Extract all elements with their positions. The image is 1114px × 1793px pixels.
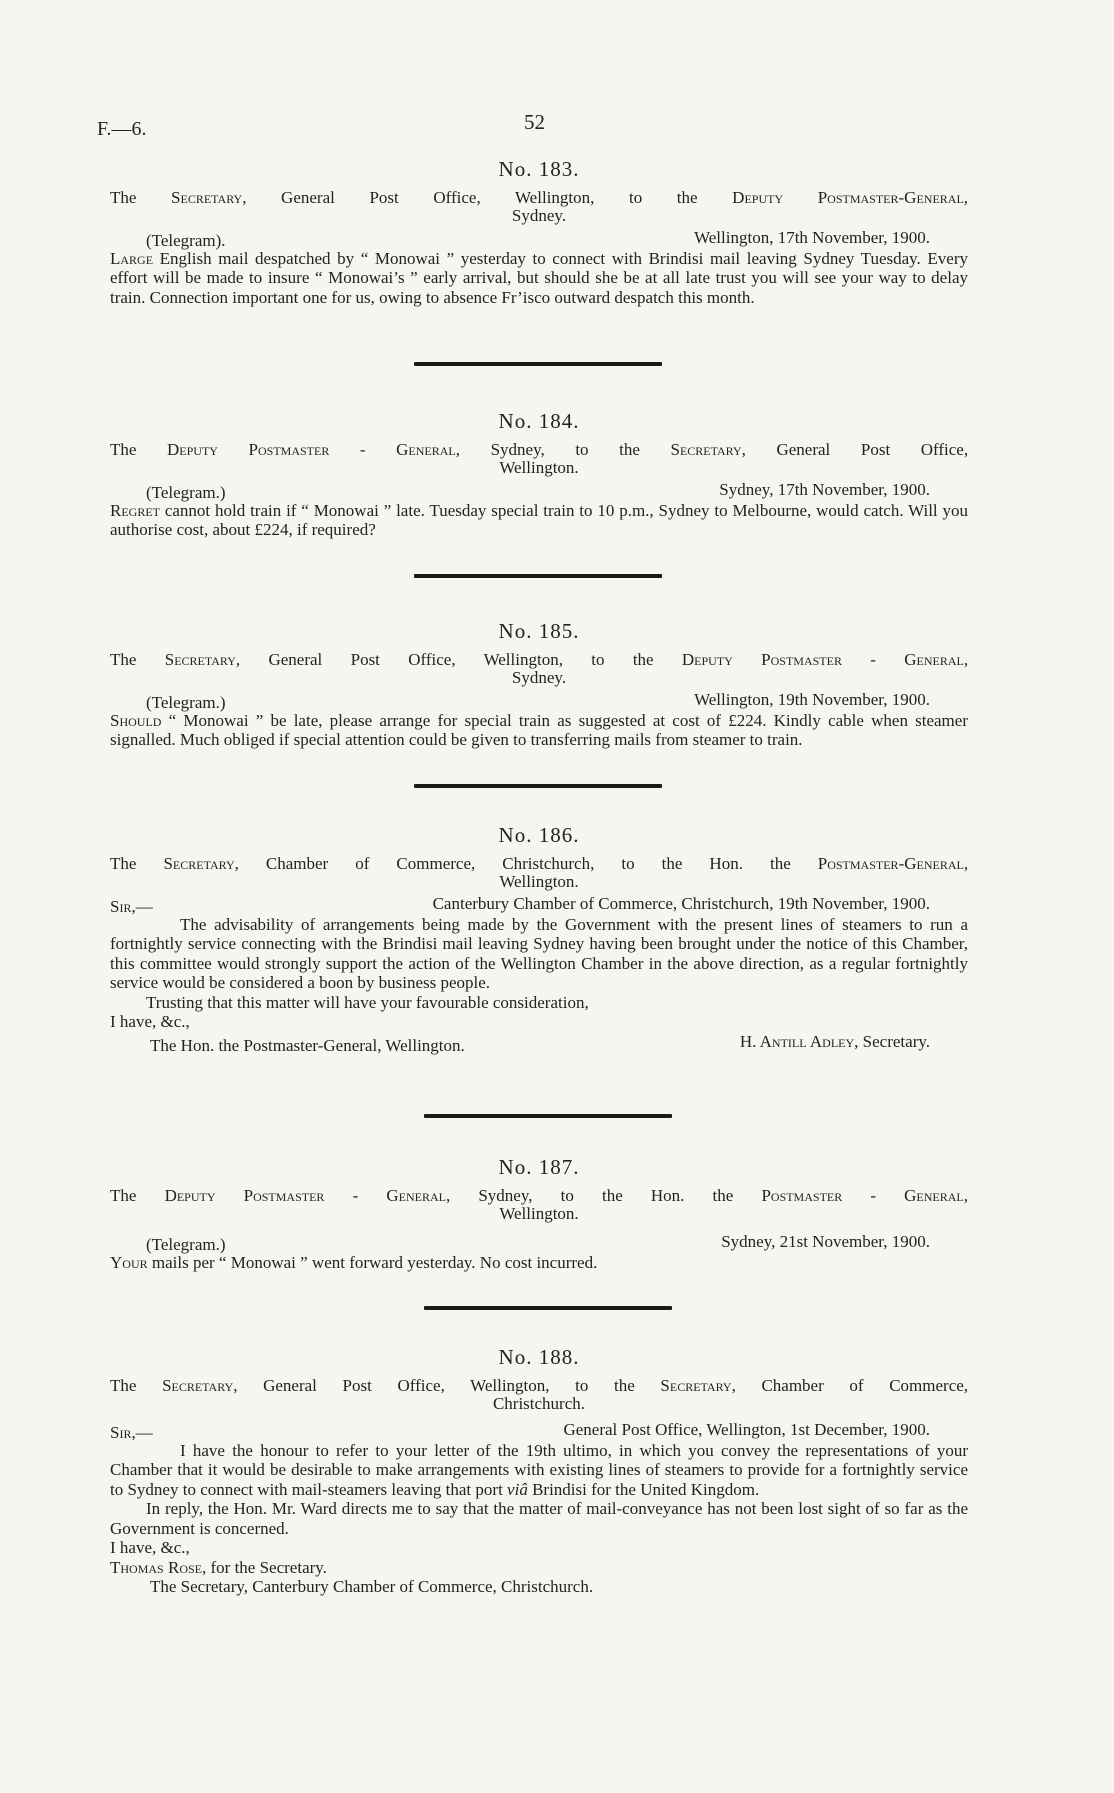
section-divider	[424, 1306, 672, 1310]
entry-number: No. 184.	[498, 409, 580, 433]
salutation: Sir,—	[110, 896, 153, 916]
entry-body: Your mails per “ Monowai ” went forward yesterday. No cost incurred.	[110, 1252, 598, 1272]
closing-line: I have, &c.,	[110, 1012, 190, 1031]
letter-paragraph: In reply, the Hon. Mr. Ward directs me to say that the matter of mail-conveyance has not been lost sight of so far as the Government is concerned.	[110, 1499, 968, 1538]
entry-date: Wellington, 19th November, 1900.	[694, 689, 930, 709]
entry-number: No. 188.	[498, 1345, 580, 1369]
telegram-label: (Telegram.)	[146, 692, 226, 712]
entry-heading: The Deputy Postmaster - General, Sydney, to the Hon. the Postmaster - General,	[110, 1185, 968, 1205]
entry-body: Large English mail despatched by “ Monowai ” yesterday to connect with Brindisi mail leaving Sydney Tuesday. Every effort will be made to insure “ Monowai’s ” early arrival, but should she be at all late trust you will see your way to delay train. Connection important one for us, owing to absence Fr’isco outward despatch this month.	[110, 248, 968, 307]
entry-heading-line-2: Sydney.	[511, 206, 567, 225]
telegram-label: (Telegram.)	[146, 1234, 226, 1254]
entry-date: Wellington, 17th November, 1900.	[694, 227, 930, 247]
addressee: The Hon. the Postmaster-General, Wellington.	[150, 1035, 465, 1055]
entry-heading: The Secretary, General Post Office, Wellington, to the Deputy Postmaster-General,	[110, 187, 969, 207]
entry-date: General Post Office, Wellington, 1st December, 1900.	[563, 1419, 930, 1439]
entry-heading-line-2: Wellington.	[499, 872, 579, 891]
entry-date: Sydney, 21st November, 1900.	[721, 1231, 930, 1251]
entry-187	[110, 1155, 968, 1272]
entry-188	[110, 1345, 969, 1597]
letter-paragraph: The advisability of arrangements being made by the Government with the present lines of steamers to run a fortnightly service connecting with the Brindisi mail leaving Sydney having been brought under the notice of this Chamber, this committee would strongly support the action of the Wellington Chamber in the above direction, as a regular fortnightly service would be considered a boon by business people.	[110, 914, 968, 992]
entry-heading-line-2: Sydney.	[511, 668, 567, 687]
telegram-label: (Telegram).	[146, 230, 226, 250]
addressee: The Secretary, Canterbury Chamber of Commerce, Christchurch.	[150, 1577, 594, 1596]
entry-heading-line-2: Wellington.	[499, 458, 579, 477]
signature: Thomas Rose, for the Secretary.	[110, 1557, 327, 1577]
entry-186	[110, 823, 969, 1055]
entry-heading-line-2: Christchurch.	[492, 1394, 586, 1413]
entry-185	[110, 619, 969, 750]
section-divider	[414, 362, 662, 366]
entry-number: No. 187.	[498, 1155, 580, 1179]
signature: H. Antill Adley, Secretary.	[739, 1031, 930, 1051]
entry-heading: The Deputy Postmaster - General, Sydney, to the Secretary, General Post Office,	[110, 439, 969, 459]
telegram-label: (Telegram.)	[146, 482, 226, 502]
entry-number: No. 183.	[498, 157, 580, 181]
entry-number: No. 185.	[498, 619, 580, 643]
entry-body: Regret cannot hold train if “ Monowai ” late. Tuesday special train to 10 p.m., Sydney to Melbourne, would catch. Will you authorise cost, about £224, if required?	[110, 500, 968, 539]
section-divider	[414, 574, 662, 578]
entry-184	[110, 409, 969, 540]
entry-body	[110, 915, 968, 1054]
entry-heading: The Secretary, Chamber of Commerce, Christchurch, to the Hon. the Postmaster-General,	[110, 853, 969, 873]
entry-date: Canterbury Chamber of Commerce, Christchurch, 19th November, 1900.	[432, 893, 930, 913]
closing-line: I have, &c.,	[110, 1538, 190, 1557]
entry-heading: The Secretary, General Post Office, Wellington, to the Secretary, Chamber of Commerce,	[110, 1375, 969, 1395]
entry-number: No. 186.	[498, 823, 580, 847]
section-divider	[424, 1114, 672, 1118]
entry-heading-line-2: Wellington.	[499, 1204, 579, 1223]
letter-paragraph: I have the honour to refer to your letter of the 19th ultimo, in which you convey the representations of your Chamber that it would be desirable to make arrangements with existing lines of steamers to provide for a fortnightly service to Sydney to connect with mail-steamers leaving that port viâ Brindisi for the United Kingdom.	[110, 1440, 968, 1499]
page-number: 52	[524, 110, 545, 134]
entry-body: Should “ Monowai ” be late, please arrange for special train as suggested at cost of £224. Kindly cable when steamer signalled. Much obliged if special attention could be given to transferring mails from steamer to train.	[110, 710, 968, 749]
salutation: Sir,—	[110, 1422, 153, 1442]
section-divider	[414, 784, 662, 788]
entry-body	[110, 1441, 968, 1597]
entry-date: Sydney, 17th November, 1900.	[719, 479, 930, 499]
document-reference: F.—6.	[97, 118, 147, 140]
entry-heading: The Secretary, General Post Office, Wellington, to the Deputy Postmaster - General,	[110, 649, 969, 669]
letter-paragraph: Trusting that this matter will have your favourable consideration,	[146, 992, 589, 1012]
entry-183	[110, 157, 969, 307]
